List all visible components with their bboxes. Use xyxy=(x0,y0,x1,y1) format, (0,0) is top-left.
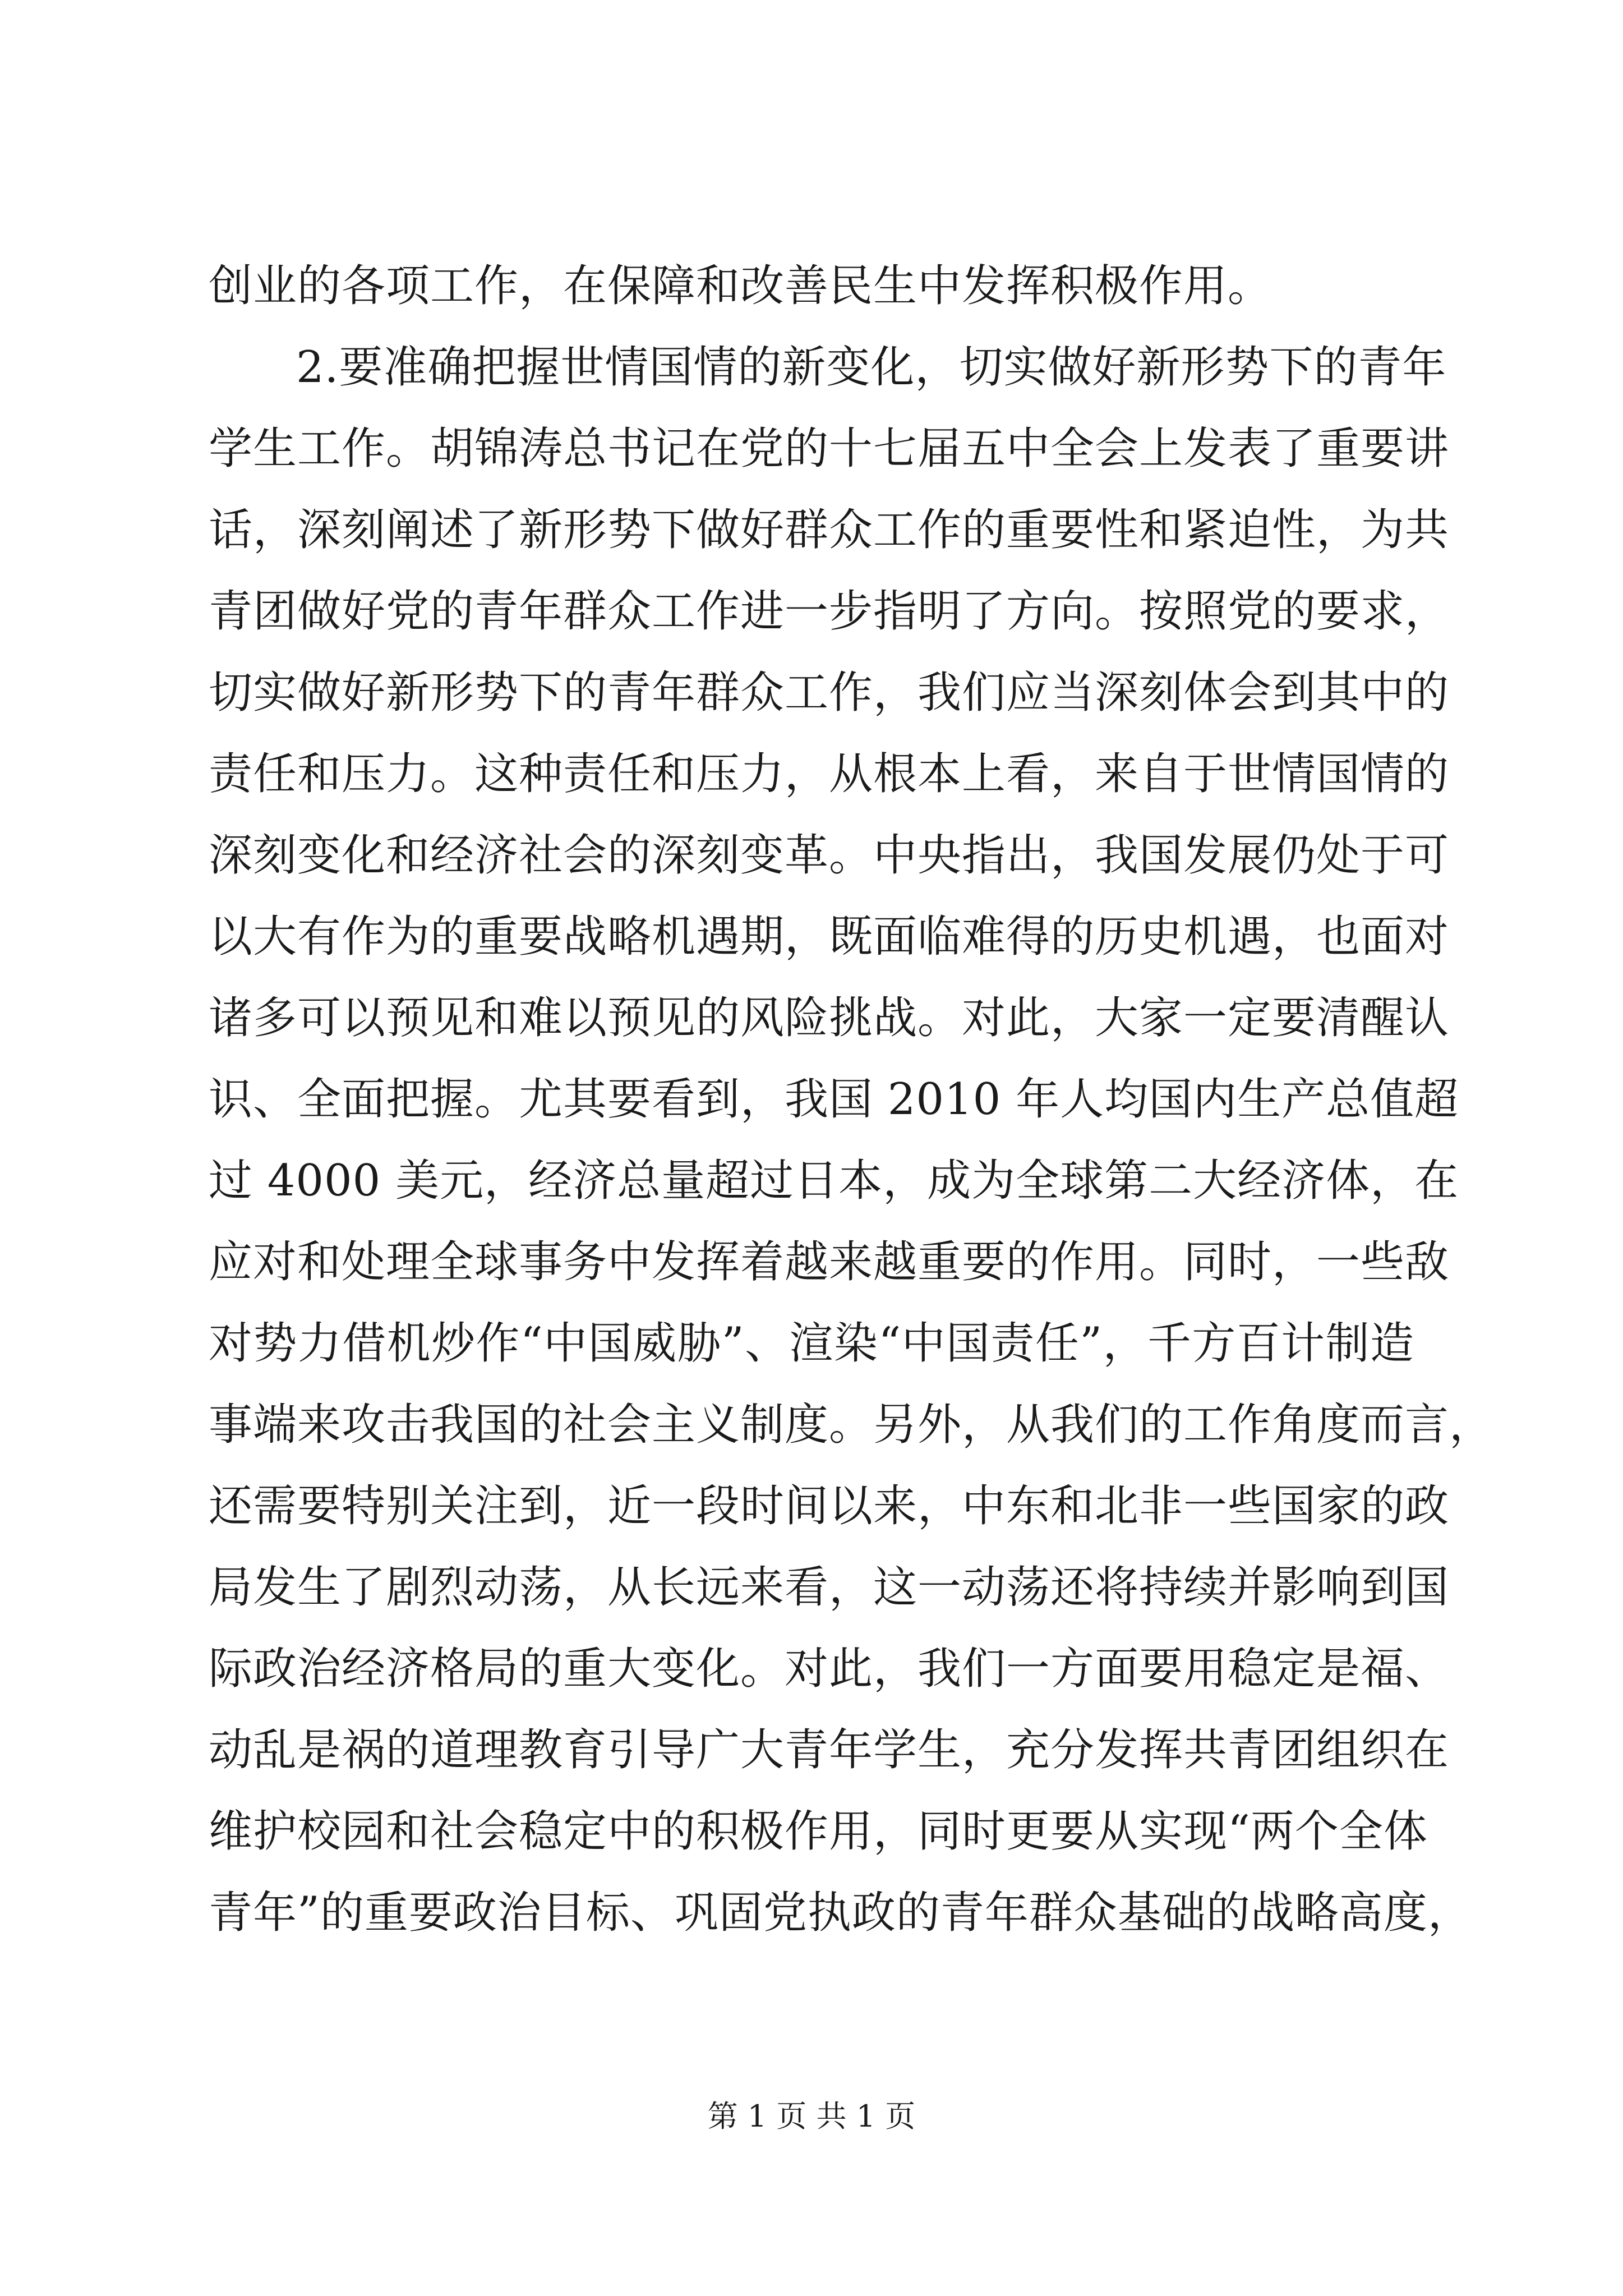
text-line: 青团做好党的青年群众工作进一步指明了方向。按照党的要求， xyxy=(209,586,1450,637)
text-line: 维护校园和社会稳定中的积极作用，同时更要从实现“两个全体 xyxy=(209,1806,1428,1857)
text-line: 诸多可以预见和难以预见的风险挑战。对此，大家一定要清醒认 xyxy=(209,993,1450,1043)
text-line: 青年”的重要政治目标、巩固党执政的青年群众基础的战略高度， xyxy=(209,1888,1472,1938)
text-line: 以大有作为的重要战略机遇期，既面临难得的历史机遇，也面对 xyxy=(209,912,1450,962)
page-footer xyxy=(0,2097,1623,2136)
document-body xyxy=(209,246,1494,1954)
text-line: 还需要特别关注到，近一段时间以来，中东和北非一些国家的政 xyxy=(209,1481,1450,1531)
text-line: 责任和压力。这种责任和压力，从根本上看，来自于世情国情的 xyxy=(209,749,1450,799)
text-line: 识、全面把握。尤其要看到，我国 2010 年人均国内生产总值超 xyxy=(209,1074,1459,1125)
text-line: 切实做好新形势下的青年群众工作，我们应当深刻体会到其中的 xyxy=(209,668,1450,718)
page-number-label: 第 1 页 共 1 页 xyxy=(707,2099,916,2134)
text-line: 际政治经济格局的重大变化。对此，我们一方面要用稳定是福、 xyxy=(209,1644,1450,1694)
text-line: 动乱是祸的道理教育引导广大青年学生，充分发挥共青团组织在 xyxy=(209,1725,1450,1775)
text-line: 应对和处理全球事务中发挥着越来越重要的作用。同时，一些敌 xyxy=(209,1237,1450,1287)
text-line: 创业的各项工作，在保障和改善民生中发挥积极作用。 xyxy=(209,261,1272,311)
text-line: 学生工作。胡锦涛总书记在党的十七届五中全会上发表了重要讲 xyxy=(209,424,1450,474)
text-line: 过 4000 美元，经济总量超过日本，成为全球第二大经济体，在 xyxy=(209,1156,1459,1206)
text-line: 对势力借机炒作“中国威胁”、渲染“中国责任”，千方百计制造 xyxy=(209,1318,1414,1369)
text-line: 话，深刻阐述了新形势下做好群众工作的重要性和紧迫性，为共 xyxy=(209,505,1450,555)
text-line: 深刻变化和经济社会的深刻变革。中央指出，我国发展仍处于可 xyxy=(209,830,1450,881)
text-line: 事端来攻击我国的社会主义制度。另外，从我们的工作角度而言， xyxy=(209,1400,1494,1450)
paragraph-first-line: 2.要准确把握世情国情的新变化，切实做好新形势下的青年 xyxy=(296,342,1447,393)
text-line: 局发生了剧烈动荡，从长远来看，这一动荡还将持续并影响到国 xyxy=(209,1562,1450,1613)
